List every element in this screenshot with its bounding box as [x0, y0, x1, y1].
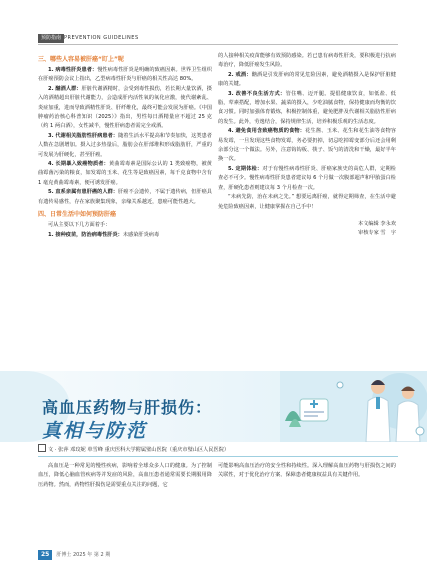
article-right-column — [218, 462, 396, 481]
left-column — [38, 52, 212, 240]
paragraph: 3. 代谢相关脂肪性肝病患者：随着生活水平提高和节奏加快，这类患者人数在急剧增加。摄入过多热量后，脂肪会在肝部堆积形成脂肪肝，严重的可发展为肝硬化，甚至肝癌。 — [38, 132, 212, 158]
paragraph: 3. 改善不良生活方式：管住嘴、迈开腿。提倡健康饮食，如低盐、低脂，荤素搭配，增加水果、蔬菜的摄入，少吃油腻食物，保持健康而均衡的饮食习惯。同时加强体育锻炼，积极控制体重，避免肥胖及代谢相关脂肪性肝病的发生。此外，劳逸结合，保持规律生活，培养积极乐观的生活态度。 — [218, 90, 396, 125]
author-line — [38, 444, 398, 457]
page-header — [38, 34, 398, 45]
article-title: 高血压药物与肝损伤： — [42, 398, 213, 417]
reviewer-credit: 审核专家 雪 宇 — [358, 229, 396, 236]
author-text: 文 · 张萍 邓玟妮 单雪峰 重庆医科大学附属璧山医院（重庆市璧山区人民医院） — [48, 447, 230, 453]
journal-name: 肝博士 2025 年 第 2 期 — [56, 552, 111, 558]
paragraph: 4. 避免食用含致癌物质的食物：花生酱、玉米、花生和花生油等食物容易发霉，一旦发现这些食物发霉，务必要扔掉，切忌吃掉霉变部分后还会用剩余部分这一个做法。另外，注意钩钩板、筷子、饭勺的清洗和干燥，最好半年换一次。 — [218, 128, 396, 163]
page-footer — [38, 550, 238, 560]
credits — [218, 220, 396, 238]
doctor-illustration — [280, 371, 427, 442]
paragraph: 5. 直系亲属有患肝癌的人群：肝癌不会遗传，不属于遗传病，但肝癌具有遗传易感性，存在家族聚集现象，亲缘关系越近，患癌可能性越大。 — [38, 189, 212, 205]
section-badge: 预防指南 — [38, 34, 64, 43]
section-english-title: PREVENTION GUIDELINES — [64, 35, 139, 41]
right-column — [218, 52, 396, 238]
paragraph: 2. 戒酒：酗酒是引发肝病的常见危险因素，避免酒精摄入是保护肝脏健康的关键。 — [218, 71, 396, 88]
paragraph: 1. 接种疫苗，防治病毒性肝炎：未感染肝炎病毒 — [48, 231, 160, 238]
paragraph: 5. 定期体检：对于有慢性病毒性肝炎、肝癌家族史的高危人群，定期检查必不可少。慢性病毒性肝炎患者建议每 6 个月做一次腹部超声和甲胎蛋白检查，肝硬化患者则建议每 3 个月检查一次。 — [218, 165, 396, 191]
article-banner — [0, 371, 427, 442]
paragraph: 4. 长期暴入致癌物质者：黄曲霉毒素是国际公认的 1 类致癌物，被黄曲霉菌污染的粮食，如发霉的玉米、花生等是致癌因素，每千克食物中含有 1 毫克黄曲霉毒素，便可诱发肝癌。 — [38, 161, 212, 186]
paragraph: 2. 酗酒人群：肝脏代谢酒精时，会受到毒性损伤，若长期大量饮酒，摄入的酒精超出肝脏代谢能力，会造成肝内活性氧的氧化应激，使代谢紊乱、炎症加重，进而导致酒精性肝炎、肝纤维化，最终可能会发展为肝癌。《中国肿瘤药治核心科普知识（2025）》指出，男性每日酒精量应不超过 25 克（约 1 两白酒），女性减半，慢性肝病患者需完全戒酒。 — [38, 85, 212, 130]
article-left-column — [38, 462, 212, 490]
paragraph: 1. 病毒性肝炎患者：慢性病毒性肝炎是明确的致癌因素。世界卫生组织在肝癌预防会议上指出，乙型病毒性肝炎与肝癌的相关性高达 80%。 — [38, 67, 212, 83]
paragraph: “未病先防，治在未病之先。” 想要远离肝癌，就得定期筛查，在生活中避免危险致癌因素，让健康掌握在自己手中！ — [218, 194, 396, 210]
paragraph: 高血压是一种常见的慢性疾病，影响着全球众多人口的健康。为了控制血压，降低心脑血管疾病等并发症的风险，高血压患者通常需要长期服用降压药物。然而，药物性肝损伤是需要重点关注的问题，它 — [38, 463, 212, 488]
section-heading-4: 四、日常生活中如何预防肝癌 — [38, 211, 117, 219]
section-heading-3: 三、哪些人容易被肝癌“盯上”呢 — [38, 56, 124, 63]
paragraph: 可从主要以下几方面着手： — [48, 222, 111, 229]
document-icon — [38, 444, 46, 452]
page-number: 25 — [38, 550, 52, 560]
editor-credit: 本文编辑 李永欢 — [358, 220, 396, 227]
paragraph: 可能影响高血压治疗的安全性和持续性。深入理解高血压药物与肝损伤之间的关联性，对于优化治疗方案、保障患者健康权益具有关键作用。 — [218, 463, 396, 479]
article-subtitle: 真相与防范 — [42, 420, 148, 442]
paragraph: 的人接种相关疫苗能够有效预防感染。若已患有病毒性肝炎，要积极进行抗病毒治疗，降低肝癌发生风险。 — [218, 53, 396, 69]
